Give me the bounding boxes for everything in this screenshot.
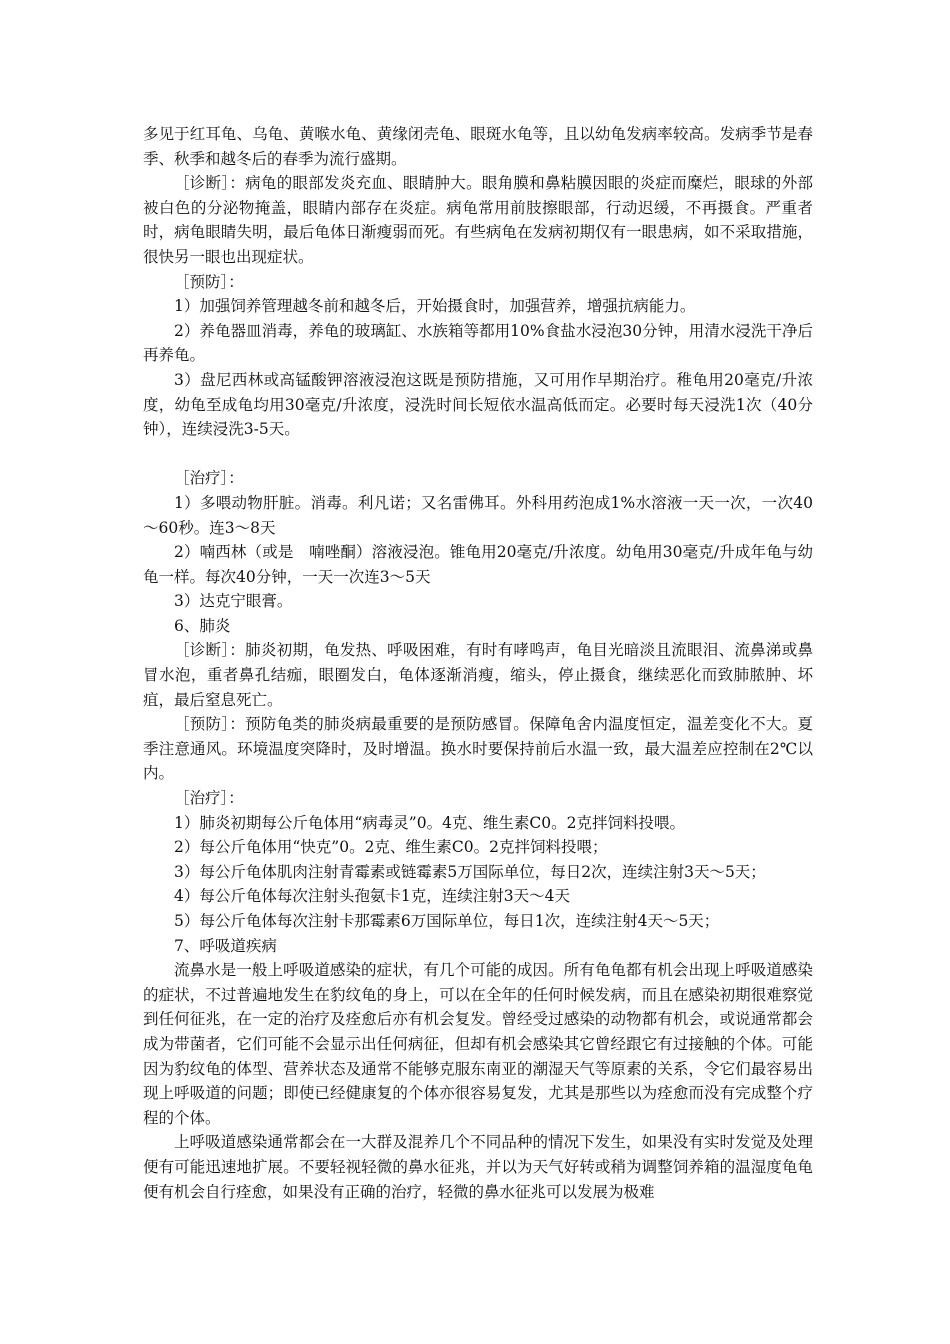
paragraph: 5）每公斤龟体每次注射卡那霉素6万国际单位，每日1次，连续注射4天～5天； <box>174 912 720 930</box>
paragraph: 3）盘尼西林或高锰酸钾溶液浸泡这既是预防措施，又可用作早期治疗。稚龟用20毫克/升浓度，幼龟至成龟均用30毫克/升浓度，浸洗时间长短依水温高低而定。必要时每天浸洗1次（40分钟），连续浸洗3-5天。 <box>143 370 813 439</box>
paragraph: 4）每公斤龟体每次注射头孢氨卡1克，连续注射3天～4天 <box>174 887 570 906</box>
paragraph: 2）每公斤龟体用“快克”0。2克、维生素C0。2克拌饲料投喂； <box>174 838 608 857</box>
paragraph: 3）达克宁眼膏。 <box>174 592 293 611</box>
paragraph: 6、肺炎 <box>174 616 231 635</box>
paragraph: ［诊断］：病龟的眼部发炎充血、眼睛肿大。眼角膜和鼻粘膜因眼的炎症而糜烂，眼球的外部被白色的分泌物掩盖，眼睛内部存在炎症。病龟常用前肢擦眼部，行动迟缓，不再摄食。严重者时，病龟眼睛失明，最后龟体日渐瘦弱而死。有些病龟在发病初期仅有一眼患病，如不采取措施，很快另一眼也出现症状。 <box>143 174 813 266</box>
paragraph: 2）养龟器皿消毒，养龟的玻璃缸、水族箱等都用10%食盐水浸泡30分钟，用清水浸洗干净后再养龟。 <box>143 321 813 365</box>
blank-line <box>143 442 813 467</box>
paragraph: ［预防］：预防龟类的肺炎病最重要的是预防感冒。保障龟舍内温度恒定，温差变化不大。夏季注意通风。环境温度突降时，及时增温。换水时要保持前后水温一致，最大温差应控制在2℃以内。 <box>143 715 813 783</box>
paragraph: ［治疗］： <box>174 469 244 488</box>
paragraph: 1）多喂动物肝脏。消毒。利凡诺；又名雷佛耳。外科用药泡成1%水溶液一天一次，一次40～60秒。连3～8天 <box>143 493 813 537</box>
paragraph: 2）喃西林（或是 喃唑酮）溶液浸泡。锥龟用20毫克/升浓度。幼龟用30毫克/升成年龟与幼龟一样。每次40分钟，一天一次连3～5天 <box>143 543 813 586</box>
paragraph: 流鼻水是一般上呼吸道感染的症状，有几个可能的成因。所有龟龟都有机会出现上呼吸道感染的症状，不过普遍地发生在豹纹龟的身上，可以在全年的任何时候发病，而且在感染初期很难察觉到任何征兆，在一定的治疗及痊愈后亦有机会复发。曾经受过感染的动物都有机会，或说通常都会成为带菌者，它们可能不会显示出任何病征，但却有机会感染其它曾经跟它有过接触的个体。可能因为豹纹龟的体型、营养状态及通常不能够克服东南亚的潮湿天气等原素的关系，令它们最容易出现上呼吸道的问题；即使已经健康复的个体亦很容易复发，尤其是那些以为痊愈而没有完成整个疗程的个体。 <box>143 961 813 1127</box>
paragraph: 7、呼吸道疾病 <box>174 936 277 955</box>
paragraph: ［诊断］：肺炎初期，龟发热、呼吸困难，有时有哮鸣声，龟目光暗淡且流眼泪、流鼻涕或鼻冒水泡，重者鼻孔结痂，眼圈发白，龟体逐渐消瘦，缩头，停止摄食，继续恶化而致肺脓肿、坏疽，最后窒息死亡。 <box>143 641 813 709</box>
paragraph: ［预防］： <box>174 272 244 291</box>
paragraph: 1）肺炎初期每公斤龟体用“病毒灵”0。4克、维生素C0。2克拌饲料投喂。 <box>174 813 686 832</box>
paragraph: 1）加强饲养管理越冬前和越冬后，开始摄食时，加强营养，增强抗病能力。 <box>174 297 696 316</box>
paragraph: ［治疗］： <box>174 789 244 808</box>
paragraph: 上呼吸道感染通常都会在一大群及混养几个不同品种的情况下发生，如果没有实时发觉及处理便有可能迅速地扩展。不要轻视轻微的鼻水征兆，并以为天气好转或稍为调整饲养箱的温湿度龟龟便有机会自行痊愈，如果没有正确的治疗，轻微的鼻水征兆可以发展为极难 <box>143 1133 813 1201</box>
document-body <box>143 122 813 1204</box>
paragraph: 3）每公斤龟体肌肉注射青霉素或链霉素5万国际单位，每日2次，连续注射3天～5天； <box>174 862 766 881</box>
paragraph: 多见于红耳龟、乌龟、黄喉水龟、黄缘闭壳龟、眼斑水龟等，且以幼龟发病率较高。发病季节是春季、秋季和越冬后的春季为流行盛期。 <box>143 125 813 168</box>
